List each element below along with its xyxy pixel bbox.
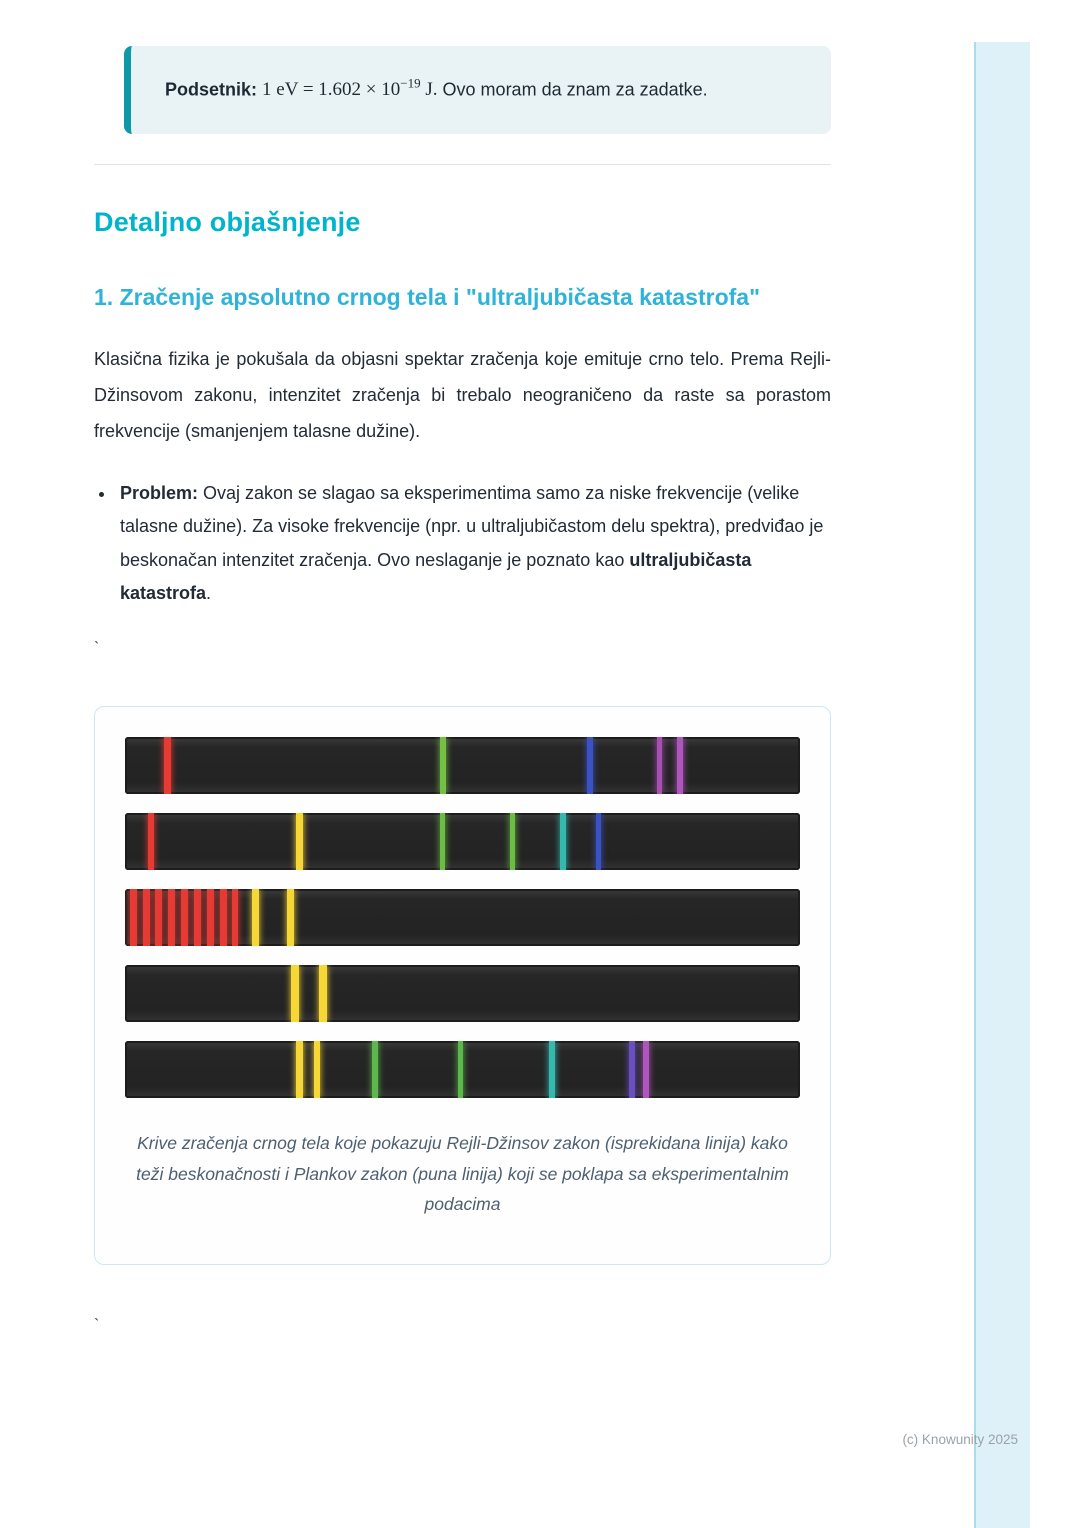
spectrum-strip-3 — [125, 889, 800, 946]
spectral-line — [596, 813, 601, 870]
spectral-line — [148, 813, 154, 870]
spectra-figure — [94, 706, 831, 1265]
spectral-line — [657, 737, 662, 794]
spectra-strips — [125, 737, 800, 1098]
bullet-list — [94, 477, 831, 610]
uv-catastrophe-term: ultraljubičasta katastrofa — [120, 549, 752, 603]
spectral-line — [319, 965, 327, 1022]
spectral-line — [181, 889, 188, 946]
spectral-line — [510, 813, 515, 870]
spectral-line — [194, 889, 201, 946]
copyright-footer: (c) Knowunity 2025 — [902, 1432, 1018, 1447]
reminder-label: Podsetnik: — [165, 79, 258, 100]
stray-backtick-top: ` — [94, 640, 100, 658]
spectral-line — [440, 813, 445, 870]
stray-backtick-bottom: ` — [94, 1316, 100, 1334]
spectral-line — [314, 1041, 320, 1098]
spectral-line — [207, 889, 214, 946]
reminder-callout — [124, 46, 831, 134]
section-divider — [94, 164, 831, 165]
spectral-line — [643, 1041, 649, 1098]
spectral-line — [130, 889, 137, 946]
spectrum-strip-5 — [125, 1041, 800, 1098]
spectral-line — [372, 1041, 378, 1098]
spectral-line — [440, 737, 446, 794]
spectrum-strip-4 — [125, 965, 800, 1022]
spectral-line — [677, 737, 683, 794]
spectral-line — [164, 737, 171, 794]
reminder-note: Ovo moram da znam za zadatke. — [442, 79, 708, 100]
problem-text-end: . — [206, 582, 212, 603]
spectral-line — [155, 889, 162, 946]
spectrum-strip-2 — [125, 813, 800, 870]
spectral-line — [296, 813, 303, 870]
spectral-line — [143, 889, 150, 946]
problem-label: Problem: — [120, 482, 199, 503]
spectral-line — [549, 1041, 555, 1098]
main-heading: Detaljno objašnjenje — [94, 207, 361, 238]
spectral-line — [458, 1041, 463, 1098]
subsection-heading: 1. Zračenje apsolutno crnog tela i "ultraljubičasta katastrofa" — [94, 284, 760, 311]
spectral-line — [296, 1041, 303, 1098]
reminder-text — [165, 72, 797, 108]
spectral-line — [232, 889, 238, 946]
spectral-line — [291, 965, 299, 1022]
spectral-line — [587, 737, 593, 794]
intro-paragraph: Klasična fizika je pokušala da objasni spektar zračenja koje emituje crno telo. Prema Rejli-Džinsovom zakonu, intenzitet zračenja bi trebalo neograničeno da raste sa porastom frekvencije (smanjenjem talasne dužine). — [94, 348, 831, 441]
problem-bullet — [116, 477, 831, 610]
spectral-line — [560, 813, 566, 870]
spectral-line — [252, 889, 259, 946]
energy-formula: 1 eV = $1.602 \times 10^{-19}$ J. — [262, 76, 438, 101]
spectral-line — [629, 1041, 635, 1098]
spectrum-strip-1 — [125, 737, 800, 794]
spectral-line — [168, 889, 175, 946]
figure-caption: Krive zračenja crnog tela koje pokazuju Rejli-Džinsov zakon (isprekidana linija) kako teži beskonačnosti i Plankov zakon (puna linija) koji se poklapa sa eksperimentalnim podacima — [136, 1133, 789, 1215]
document-content — [94, 0, 831, 1339]
spectral-line — [220, 889, 227, 946]
spectral-line — [287, 889, 294, 946]
problem-text: Ovaj zakon se slagao sa eksperimentima samo za niske frekvencije (velike talasne dužine). Za visoke frekvencije (npr. u ultraljubičastom delu spektra), predviđao je beskonačan intenzitet zračenja. Ovo neslaganje je poznato kao — [120, 482, 824, 570]
right-decoration-bar — [974, 42, 1030, 1528]
